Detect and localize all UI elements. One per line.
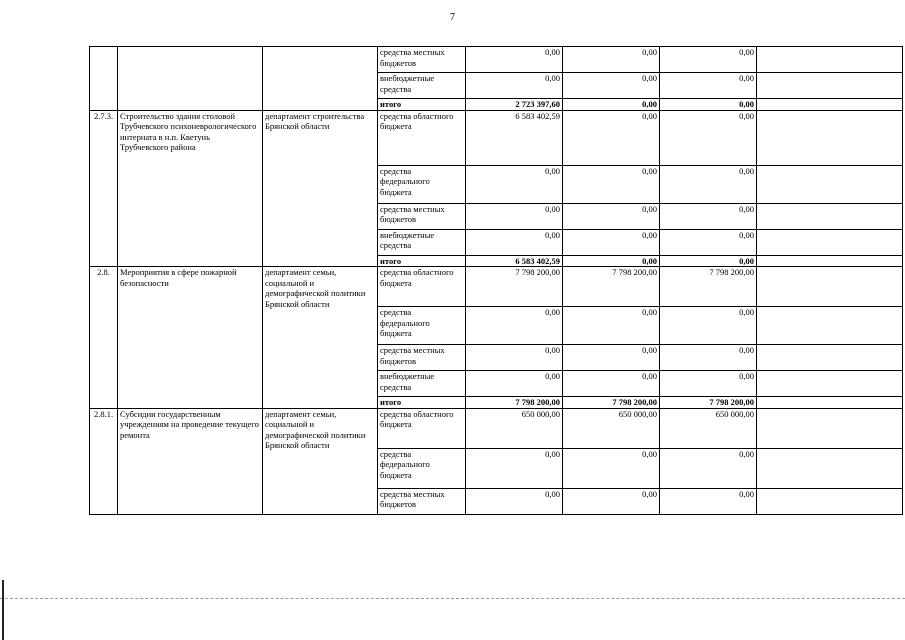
amount-year-2: 0,00: [563, 165, 660, 203]
empty-cell: [757, 345, 903, 371]
empty-cell: [757, 110, 903, 165]
amount-year-3: 0,00: [660, 73, 757, 99]
amount-year-1: 2 723 397,60: [466, 99, 563, 111]
empty-cell: [757, 307, 903, 345]
amount-year-1: 7 798 200,00: [466, 267, 563, 307]
empty-cell: [757, 73, 903, 99]
amount-year-1: 0,00: [466, 47, 563, 73]
amount-year-1: 7 798 200,00: [466, 397, 563, 409]
empty-cell: [757, 371, 903, 397]
funding-source: средства федерального бюджета: [378, 307, 466, 345]
amount-year-2: 650 000,00: [563, 408, 660, 448]
amount-year-2: 0,00: [563, 448, 660, 488]
scan-artifact-edge: [2, 580, 4, 640]
table-row: [90, 408, 903, 448]
funding-source: внебюджетные средства: [378, 229, 466, 255]
item-executor: [263, 47, 378, 111]
amount-year-1: 6 583 402,59: [466, 110, 563, 165]
item-executor: департамент семьи, социальной и демографической политики Брянской области: [263, 267, 378, 409]
empty-cell: [757, 255, 903, 267]
amount-year-3: 7 798 200,00: [660, 267, 757, 307]
funding-source: средства местных бюджетов: [378, 345, 466, 371]
empty-cell: [757, 267, 903, 307]
amount-year-2: 0,00: [563, 99, 660, 111]
amount-year-1: 0,00: [466, 73, 563, 99]
item-executor: департамент семьи, социальной и демографической политики Брянской области: [263, 408, 378, 514]
amount-year-3: 0,00: [660, 255, 757, 267]
empty-cell: [757, 47, 903, 73]
funding-source: итого: [378, 397, 466, 409]
table-row: [90, 267, 903, 307]
amount-year-2: 0,00: [563, 345, 660, 371]
empty-cell: [757, 488, 903, 514]
funding-source: средства местных бюджетов: [378, 488, 466, 514]
item-number: [90, 47, 118, 111]
amount-year-3: 0,00: [660, 229, 757, 255]
amount-year-1: 0,00: [466, 203, 563, 229]
amount-year-3: 0,00: [660, 307, 757, 345]
scan-artifact-line: [0, 598, 905, 600]
amount-year-1: 0,00: [466, 345, 563, 371]
amount-year-1: 6 583 402,59: [466, 255, 563, 267]
amount-year-3: 0,00: [660, 47, 757, 73]
amount-year-2: 0,00: [563, 110, 660, 165]
funding-source: средства областного бюджета: [378, 110, 466, 165]
amount-year-3: 0,00: [660, 165, 757, 203]
amount-year-3: 0,00: [660, 110, 757, 165]
item-number: 2.8.1.: [90, 408, 118, 514]
amount-year-2: 0,00: [563, 488, 660, 514]
table-row: [90, 110, 903, 165]
item-name: Субсидии государственным учреждениям на проведение текущего ремонта: [118, 408, 263, 514]
amount-year-1: 0,00: [466, 307, 563, 345]
item-number: 2.8.: [90, 267, 118, 409]
funding-source: итого: [378, 255, 466, 267]
amount-year-3: 0,00: [660, 371, 757, 397]
item-executor: департамент строительства Брянской области: [263, 110, 378, 267]
amount-year-2: 0,00: [563, 203, 660, 229]
amount-year-3: 0,00: [660, 488, 757, 514]
funding-source: средства областного бюджета: [378, 267, 466, 307]
item-name: Мероприятия в сфере пожарной безопасности: [118, 267, 263, 409]
funding-table: [89, 46, 903, 515]
amount-year-2: 7 798 200,00: [563, 397, 660, 409]
empty-cell: [757, 203, 903, 229]
amount-year-2: 0,00: [563, 229, 660, 255]
amount-year-1: 0,00: [466, 371, 563, 397]
funding-source: средства областного бюджета: [378, 408, 466, 448]
amount-year-1: 0,00: [466, 488, 563, 514]
amount-year-3: 7 798 200,00: [660, 397, 757, 409]
funding-source: итого: [378, 99, 466, 111]
page-number: 7: [450, 12, 455, 23]
empty-cell: [757, 448, 903, 488]
amount-year-2: 0,00: [563, 73, 660, 99]
funding-source: внебюджетные средства: [378, 371, 466, 397]
amount-year-1: 0,00: [466, 165, 563, 203]
empty-cell: [757, 165, 903, 203]
amount-year-2: 0,00: [563, 371, 660, 397]
funding-source: средства федерального бюджета: [378, 165, 466, 203]
amount-year-3: 0,00: [660, 99, 757, 111]
amount-year-3: 0,00: [660, 345, 757, 371]
item-name: Строительство здания столовой Трубчевского психоневрологического интерната в н.п. Кветунь Трубчевского района: [118, 110, 263, 267]
empty-cell: [757, 397, 903, 409]
empty-cell: [757, 408, 903, 448]
funding-table-body: [90, 47, 903, 515]
amount-year-2: 7 798 200,00: [563, 267, 660, 307]
empty-cell: [757, 229, 903, 255]
funding-source: средства федерального бюджета: [378, 448, 466, 488]
amount-year-2: 0,00: [563, 255, 660, 267]
funding-source: средства местных бюджетов: [378, 47, 466, 73]
amount-year-1: 0,00: [466, 229, 563, 255]
amount-year-2: 0,00: [563, 307, 660, 345]
funding-source: средства местных бюджетов: [378, 203, 466, 229]
funding-source: внебюджетные средства: [378, 73, 466, 99]
amount-year-1: 0,00: [466, 448, 563, 488]
empty-cell: [757, 99, 903, 111]
amount-year-2: 0,00: [563, 47, 660, 73]
table-row: [90, 47, 903, 73]
item-name: [118, 47, 263, 111]
amount-year-1: 650 000,00: [466, 408, 563, 448]
amount-year-3: 0,00: [660, 448, 757, 488]
item-number: 2.7.3.: [90, 110, 118, 267]
amount-year-3: 650 000,00: [660, 408, 757, 448]
amount-year-3: 0,00: [660, 203, 757, 229]
